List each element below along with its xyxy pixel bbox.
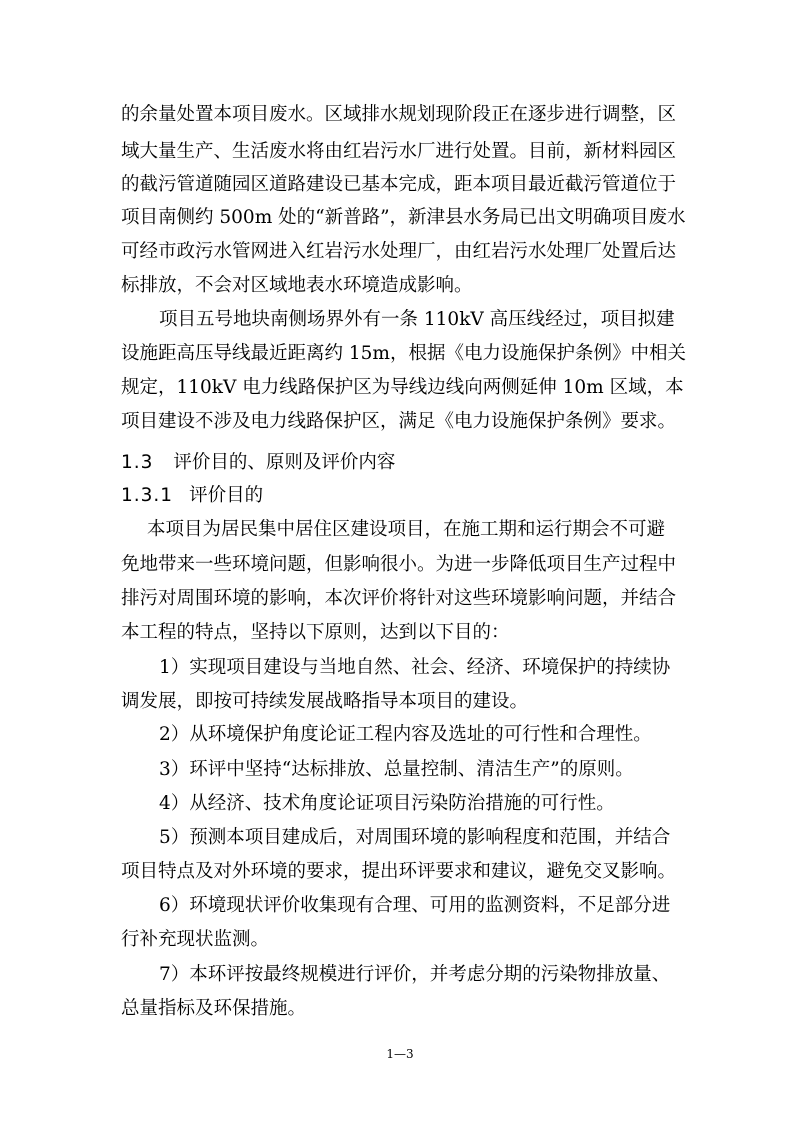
text-line: 行补充现状监测。 bbox=[121, 929, 270, 950]
text-line: 项目特点及对外环境的要求，提出环评要求和建议，避免交叉影响。 bbox=[121, 861, 677, 882]
section-heading-1-3 bbox=[121, 451, 395, 475]
text-line: 项目南侧约 500m 处的“新普路”，新津县水务局已出文明确项目废水 bbox=[121, 207, 686, 228]
text-line: 设施距高压导线最近距离约 15m，根据《电力设施保护条例》中相关 bbox=[121, 343, 686, 364]
text-line: 1）实现项目建设与当地自然、社会、经济、环境保护的持续协 bbox=[159, 657, 671, 678]
text-line: 总量指标及环保措施。 bbox=[121, 998, 307, 1019]
text-line: 5）预测本项目建成后，对周围环境的影响程度和范围，并结合 bbox=[159, 827, 671, 848]
text-line: 调发展，即按可持续发展战略指导本项目的建设。 bbox=[121, 691, 529, 712]
text-line: 6）环境现状评价收集现有合理、可用的监测资料，不足部分进 bbox=[159, 895, 671, 916]
section-title: 评价目的 bbox=[189, 485, 264, 506]
text-line: 免地带来一些环境问题，但影响很小。为进一步降低项目生产过程中 bbox=[121, 554, 677, 575]
text-line: 本项目为居民集中居住区建设项目，在施工期和运行期会不可避 bbox=[147, 519, 666, 540]
section-title: 评价目的、原则及评价内容 bbox=[173, 452, 396, 473]
section-heading-1-3-1 bbox=[121, 484, 263, 508]
section-number: 1.3 bbox=[121, 452, 154, 473]
text-line: 3）环评中坚持“达标排放、总量控制、清洁生产”的原则。 bbox=[159, 759, 634, 780]
text-line: 规定，110kV 电力线路保护区为导线边线向两侧延伸 10m 区域，本 bbox=[121, 377, 684, 398]
text-line: 项目五号地块南侧场界外有一条 110kV 高压线经过，项目拟建 bbox=[159, 309, 675, 330]
text-line: 项目建设不涉及电力线路保护区，满足《电力设施保护条例》要求。 bbox=[121, 411, 677, 432]
text-line: 的余量处置本项目废水。区域排水规划现阶段正在逐步进行调整，区 bbox=[121, 104, 677, 125]
text-line: 的截污管道随园区道路建设已基本完成，距本项目最近截污管道位于 bbox=[121, 174, 677, 195]
section-number: 1.3.1 bbox=[121, 485, 174, 506]
text-line: 2）从环境保护角度论证工程内容及选址的可行性和合理性。 bbox=[159, 724, 652, 745]
text-line: 7）本环评按最终规模进行评价，并考虑分期的污染物排放量、 bbox=[159, 964, 671, 985]
text-line: 本工程的特点，坚持以下原则，达到以下目的： bbox=[121, 622, 510, 643]
page-number: 1—3 bbox=[386, 1047, 414, 1061]
text-line: 可经市政污水管网进入红岩污水处理厂，由红岩污水处理厂处置后达 bbox=[121, 241, 677, 262]
text-line: 标排放，不会对区域地表水环境造成影响。 bbox=[121, 275, 473, 296]
text-line: 排污对周围环境的影响，本次评价将针对这些环境影响问题，并结合 bbox=[121, 588, 677, 609]
text-line: 域大量生产、生活废水将由红岩污水厂进行处置。目前，新材料园区 bbox=[121, 141, 677, 162]
text-line: 4）从经济、技术角度论证项目污染防治措施的可行性。 bbox=[159, 793, 615, 814]
